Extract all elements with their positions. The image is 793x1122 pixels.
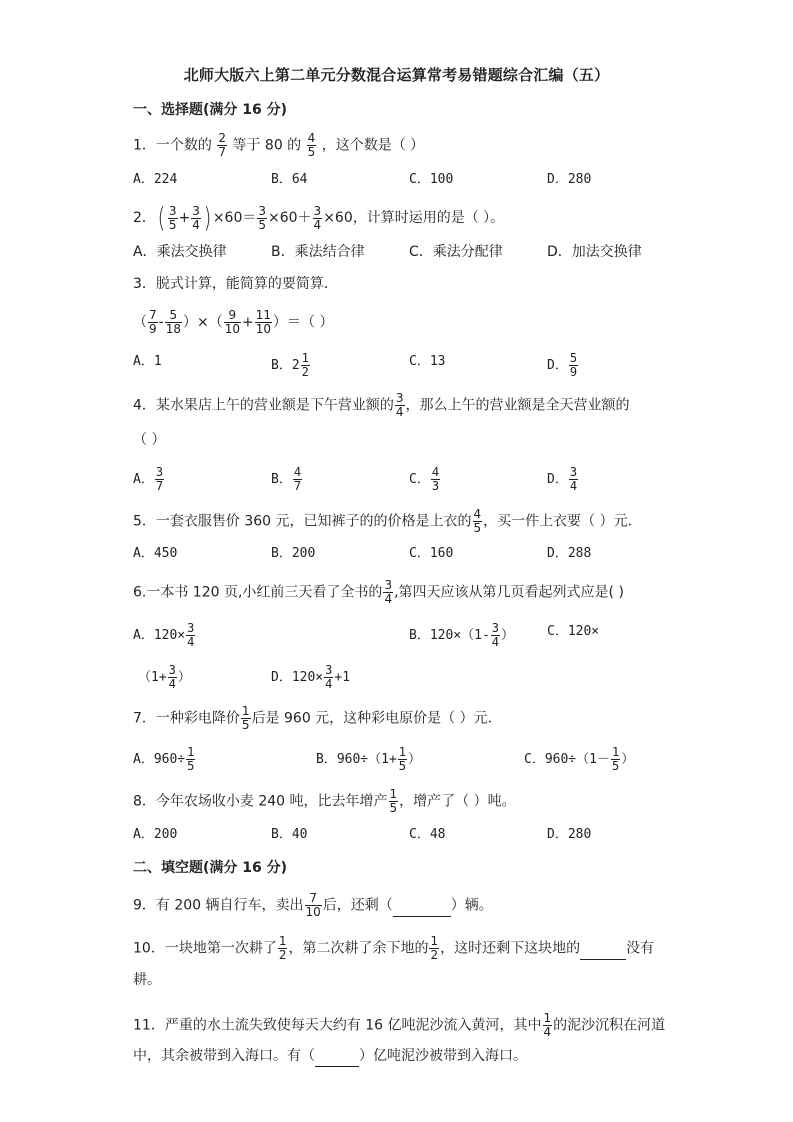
q6-text-a: 6.一本书 120 页,小红前三天看了全书的: [133, 584, 383, 601]
answer-blank[interactable]: [393, 896, 451, 917]
fraction: $\frac{1}{2}$: [278, 934, 287, 962]
plus-sign: +: [178, 210, 191, 226]
fraction: $\frac{4}{5}$: [473, 507, 482, 535]
option-a: A．120× $\frac{3}{4}$: [133, 621, 195, 649]
answer-blank[interactable]: [315, 1046, 359, 1067]
fraction: $\frac{1}{5}$: [389, 787, 398, 815]
option-d: D．120× $\frac{3}{4}$ +1: [271, 663, 351, 691]
fraction: $\frac{1}{2}$: [301, 351, 309, 379]
option-a: A．224: [133, 172, 178, 187]
option-b: B．960÷（1+ $\frac{1}{5}$ ）: [316, 745, 422, 773]
question-9: [133, 892, 493, 919]
q7-text-b: 后是 960 元，这种彩电原价是（ ）元．: [251, 710, 502, 727]
question-2: [133, 201, 505, 234]
option-b: B．2 $\frac{1}{2}$: [271, 351, 309, 379]
question-6: [133, 579, 624, 606]
question-4: [133, 392, 630, 419]
section-choice-heading: 一、选择题(满分 16 分): [133, 102, 288, 118]
fraction: $\frac{3}{7}$: [155, 465, 164, 493]
q7-text-a: 7．一种彩电降价: [133, 710, 240, 727]
q10-text-a: 10．一块地第一次耕了: [133, 940, 277, 957]
q1-text-c: ，这个数是（ ）: [321, 137, 425, 154]
q9-text-c: ）辆。: [450, 897, 493, 914]
q9-text-b: 后，还剩（: [322, 897, 393, 914]
fraction: $\frac{1}{2}$: [430, 934, 439, 962]
plus-sign: +: [242, 314, 254, 331]
option-b: B．64: [271, 172, 308, 187]
q9-text-a: 9．有 200 辆自行车，卖出: [133, 897, 304, 914]
option-c: C．乘法分配律: [409, 244, 503, 260]
fraction: $\frac{3}{4}$: [384, 578, 393, 606]
option-c: C．100: [409, 172, 454, 187]
open-paren: （: [133, 314, 147, 331]
fraction: $\frac{4}{3}$: [431, 465, 440, 493]
q4-text-b: ，那么上午的营业额是全天营业额的: [405, 397, 630, 414]
q10-continuation: 耕。: [133, 972, 161, 988]
fraction: $\frac{3}{5}$: [258, 203, 266, 232]
option-d: D．288: [547, 546, 592, 561]
fraction: $\frac{3}{5}$: [168, 203, 177, 232]
fraction: $\frac{3}{4}$: [313, 203, 322, 232]
option-b: B．200: [271, 546, 316, 561]
question-1: [133, 132, 424, 159]
minus-sign: -: [158, 314, 164, 331]
option-c: C．160: [409, 546, 454, 561]
option-c: C．48: [409, 827, 446, 842]
q10-text-b: ，第二次耕了余下地的: [288, 940, 429, 957]
option-c: C．120×: [547, 624, 600, 639]
q11-text-b: 的泥沙沉积在河道: [553, 1017, 666, 1034]
q2-text-c: ×60＋: [268, 210, 312, 226]
option-d: D．280: [547, 827, 592, 842]
fraction: $\frac{3}{4}$: [491, 621, 500, 649]
q11-continuation: [133, 1046, 527, 1067]
q6-text-b: ,第四天应该从第几页看起列式应是( ): [394, 584, 624, 601]
option-c: C．13: [409, 354, 446, 369]
fraction: $\frac{3}{4}$: [325, 663, 333, 691]
option-a: A．960÷ $\frac{1}{5}$: [133, 745, 195, 773]
option-d: D． $\frac{5}{9}$: [547, 351, 578, 379]
q11-text-a: 11．严重的水土流失致使每天大约有 16 亿吨泥沙流入黄河，其中: [133, 1017, 542, 1034]
fraction: $\frac{11}{10}$: [255, 308, 272, 336]
answer-blank[interactable]: [580, 939, 626, 960]
q11-text-c: 中，其余被带到入海口。有（: [133, 1048, 315, 1064]
fraction: $\frac{5}{9}$: [569, 351, 578, 379]
option-a: A．乘法交换律: [133, 244, 227, 260]
option-c: C． $\frac{4}{3}$: [409, 465, 440, 493]
fraction: $\frac{1}{5}$: [241, 704, 250, 732]
fraction: $\frac{4}{5}$: [307, 131, 316, 159]
fraction: $\frac{4}{7}$: [293, 465, 302, 493]
option-c: C．960÷（1－ $\frac{1}{5}$ ）: [524, 745, 635, 773]
question-7: [133, 705, 502, 732]
fraction: $\frac{3}{4}$: [569, 465, 578, 493]
q10-text-c: ，这时还剩下这块地的: [440, 940, 581, 957]
option-b: B．乘法结合律: [271, 244, 365, 260]
page-title: 北师大版六上第二单元分数混合运算常考易错题综合汇编（五）: [183, 66, 610, 84]
option-a: A．1: [133, 354, 162, 369]
question-11: [133, 1012, 665, 1039]
equals-blank: ）＝（ ）: [273, 314, 334, 331]
q2-number: 2．: [133, 210, 156, 226]
option-b: B．40: [271, 827, 308, 842]
times-sign: ）×（: [182, 314, 223, 331]
option-d: D． $\frac{3}{4}$: [547, 465, 578, 493]
q11-text-d: ）亿吨泥沙被带到入海口。: [359, 1048, 527, 1064]
fraction: $\frac{9}{10}$: [224, 308, 240, 336]
q10-text-d: 没有: [626, 940, 655, 957]
question-10: [133, 935, 654, 962]
q5-text-b: ，买一件上衣要（ ）元．: [483, 513, 642, 530]
option-c-continued: （1+ $\frac{3}{4}$ ）: [138, 663, 191, 691]
q4-answer-blank: （ ）: [133, 432, 166, 448]
q1-text-a: 1．一个数的: [133, 137, 212, 154]
fraction: $\frac{5}{18}$: [165, 308, 181, 336]
fraction: $\frac{1}{5}$: [611, 745, 620, 773]
option-d: D．280: [547, 172, 592, 187]
question-8: [133, 788, 516, 815]
q5-text-a: 5．一套衣服售价 360 元，已知裤子的的价格是上衣的: [133, 513, 472, 530]
q8-text-b: ，增产了（ ）吨。: [399, 793, 516, 810]
option-a: A．200: [133, 827, 178, 842]
section-fill-heading: 二、填空题(满分 16 分): [133, 860, 288, 876]
q4-text-a: 4．某水果店上午的营业额是下午营业额的: [133, 397, 394, 414]
q1-text-b: 等于 80 的: [232, 137, 302, 154]
right-paren: ): [203, 201, 212, 234]
fraction: $\frac{3}{4}$: [168, 663, 176, 691]
fraction: $\frac{3}{4}$: [395, 391, 404, 419]
question-5: [133, 508, 642, 535]
q8-text-a: 8．今年农场收小麦 240 吨，比去年增产: [133, 793, 388, 810]
fraction: $\frac{2}{7}$: [218, 131, 227, 159]
q2-text-b: ×60＝: [212, 210, 257, 226]
option-b: B．120×（1- $\frac{3}{4}$ ）: [409, 621, 515, 649]
q2-text-d: ×60，计算时运用的是（ ）。: [323, 210, 505, 226]
fraction: $\frac{3}{4}$: [187, 621, 195, 649]
question-3: 3．脱式计算，能简算的要简算．: [133, 276, 338, 292]
fraction: $\frac{1}{5}$: [398, 745, 407, 773]
option-d: D．加法交换律: [547, 244, 642, 260]
option-b: B． $\frac{4}{7}$: [271, 465, 302, 493]
q3-expression: [133, 309, 333, 336]
fraction: $\frac{7}{10}$: [305, 891, 321, 919]
option-a: A． $\frac{3}{7}$: [133, 465, 164, 493]
fraction: $\frac{3}{4}$: [192, 203, 200, 232]
fraction: $\frac{1}{4}$: [543, 1011, 552, 1039]
left-paren: (: [157, 201, 166, 234]
fraction: $\frac{1}{5}$: [187, 745, 195, 773]
option-a: A．450: [133, 546, 178, 561]
fraction: $\frac{7}{9}$: [149, 308, 157, 336]
